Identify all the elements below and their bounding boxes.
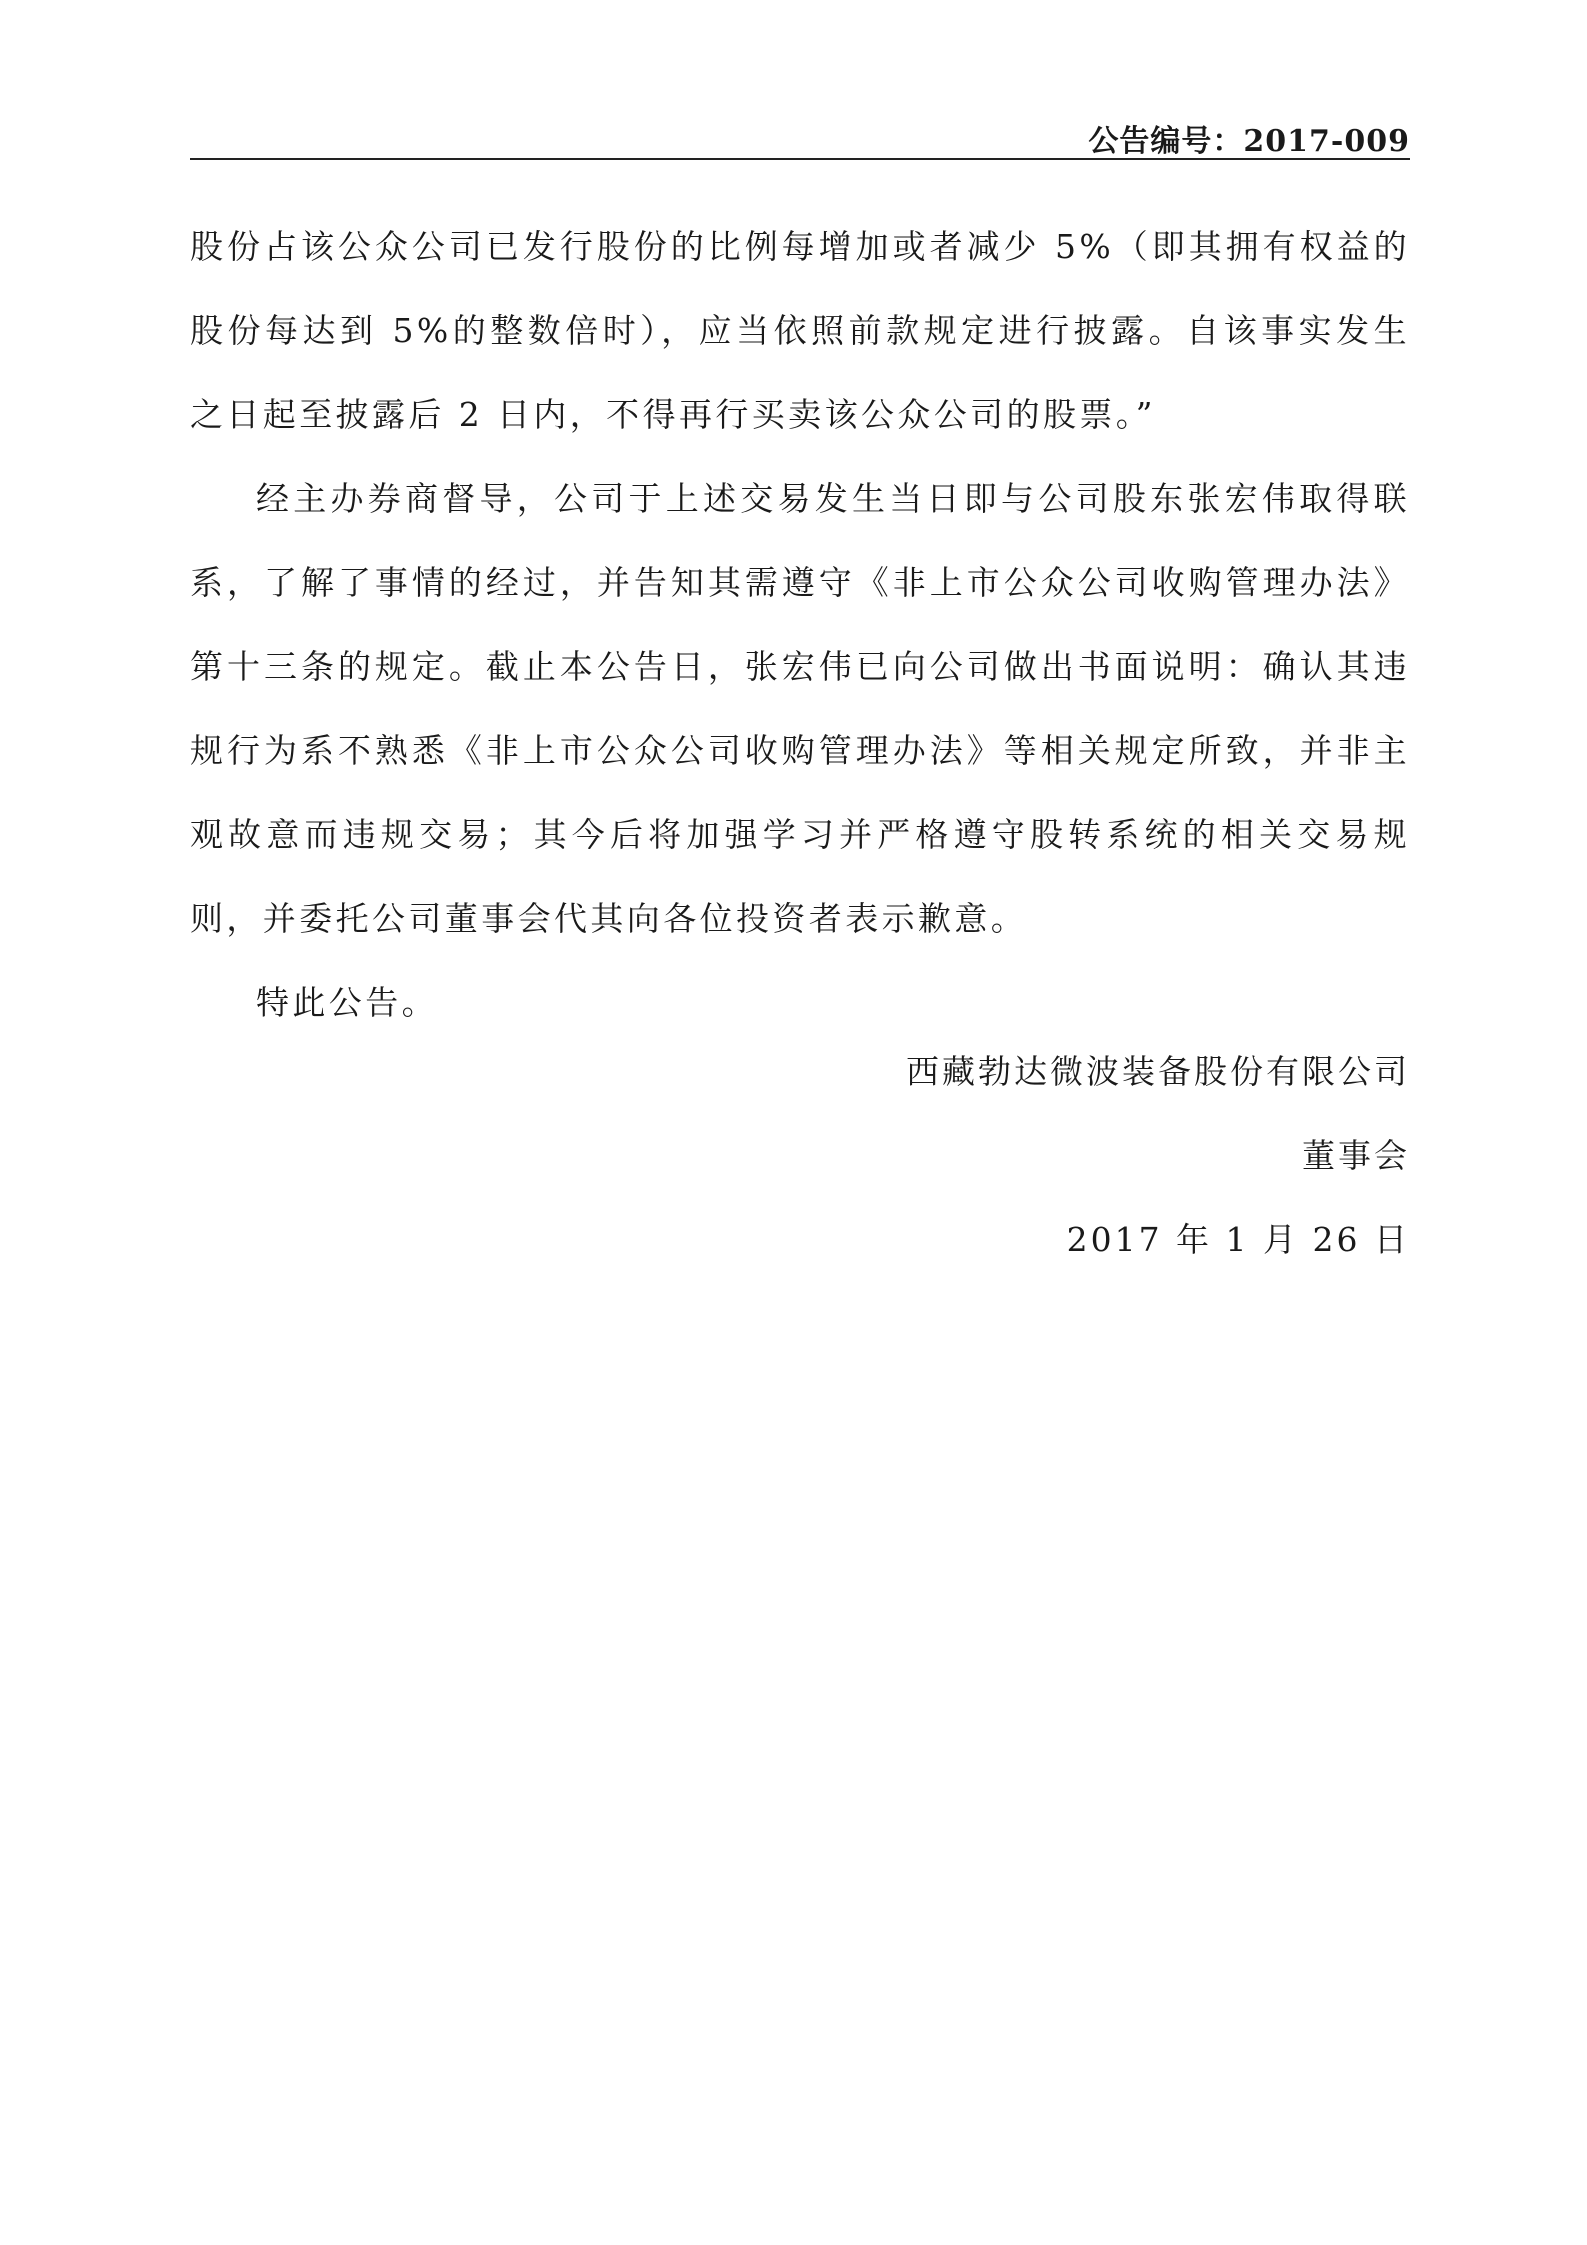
paragraph-supervision: 经主办券商督导，公司于上述交易发生当日即与公司股东张宏伟取得联系，了解了事情的经过，并告知其需遵守《非上市公众公司收购管理办法》第十三条的规定。截止本公告日，张宏伟已向公司做出书面说明：确认其违规行为系不熟悉《非上市公众公司收购管理办法》等相关规定所致，并非主观故意而违规交易；其今后将加强学习并严格遵守股转系统的相关交易规则，并委托公司董事会代其向各位投资者表示歉意。 [190, 479, 1410, 938]
announcement-date: 2017 年 1 月 26 日 [1066, 1220, 1410, 1259]
paragraph-closing: 特此公告。 [256, 983, 438, 1022]
company-name: 西藏勃达微波装备股份有限公司 [906, 1052, 1410, 1091]
announcement-number: 公告编号：2017-009 [1088, 124, 1410, 159]
board-of-directors: 董事会 [1302, 1136, 1410, 1175]
paragraph-continuation: 股份占该公众公司已发行股份的比例每增加或者减少 5%（即其拥有权益的股份每达到 5%的整数倍时），应当依照前款规定进行披露。自该事实发生之日起至披露后 2 日内，不得再行买卖该公众公司的股票。” [190, 227, 1410, 434]
signature-block [906, 1030, 1410, 1282]
page-header [190, 112, 1410, 160]
document-body [190, 205, 1410, 1045]
